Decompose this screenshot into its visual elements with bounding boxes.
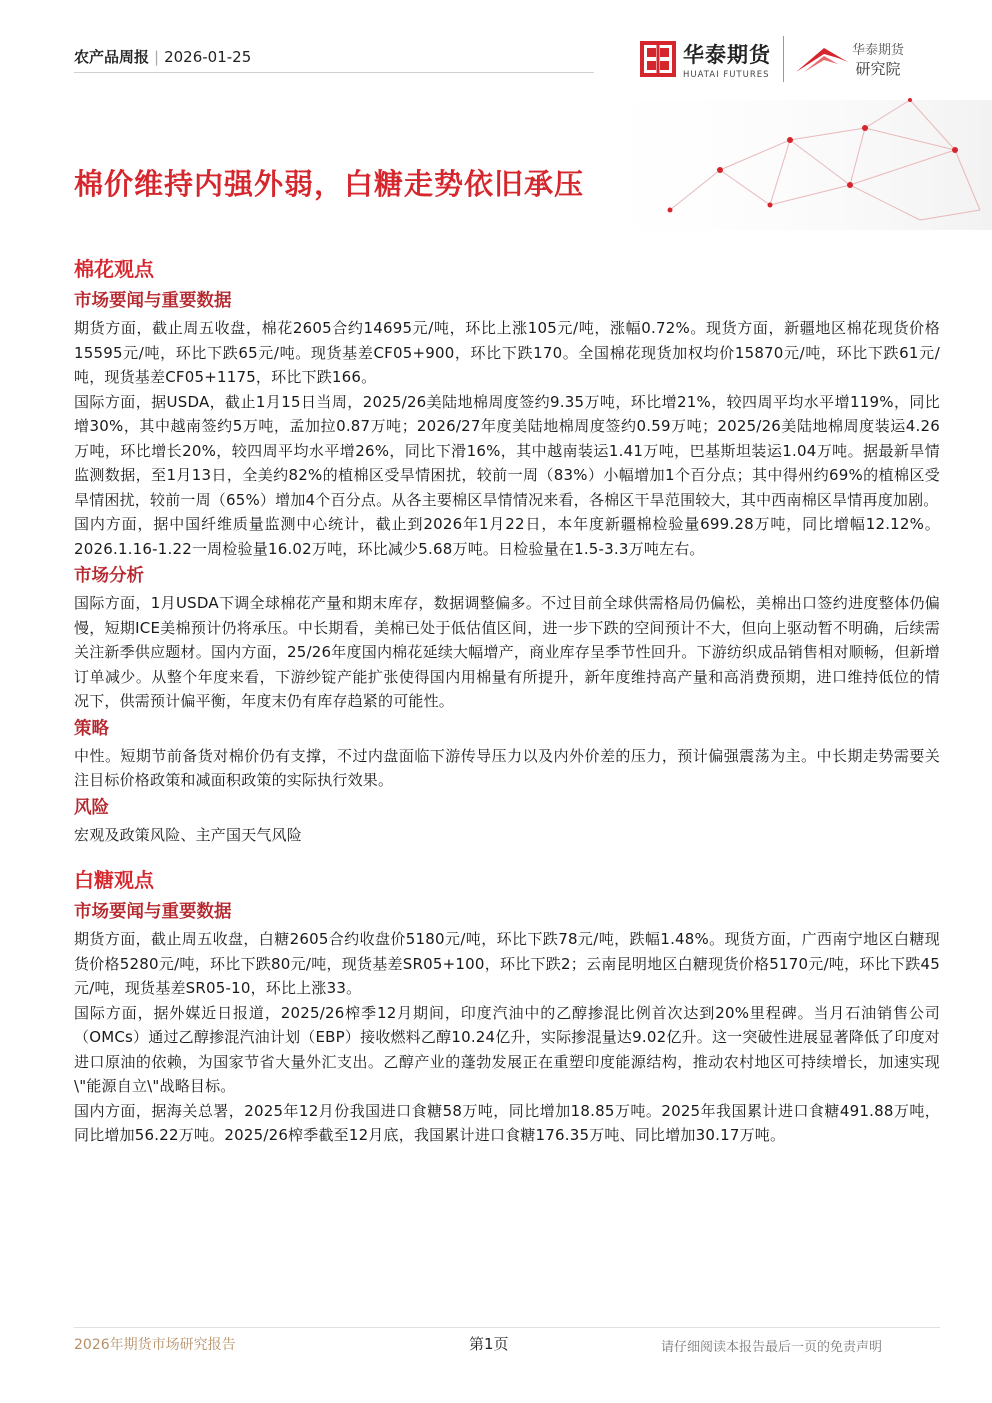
cotton-risk-text: 宏观及政策风险、主产国天气风险 (74, 825, 303, 844)
logo-name-cn: 华泰期货 (683, 42, 771, 67)
sugar-section (74, 863, 940, 1148)
header-rule (74, 72, 594, 73)
disclaimer-note: 请仔细阅读本报告最后一页的免责声明 (661, 1340, 883, 1355)
cotton-section (74, 252, 940, 847)
cotton-section-title: 棉花观点 (74, 257, 154, 281)
cotton-strategy-title: 策略 (74, 718, 109, 739)
cotton-risk-title: 风险 (74, 797, 109, 818)
header-separator: | (154, 48, 160, 66)
section-gap (74, 847, 940, 863)
page-number: 第1页 (469, 1335, 509, 1353)
cotton-news-paragraph: 国内方面，据中国纤维质量监测中心统计，截止到2026年1月22日，本年度新疆棉检验量699.28万吨，同比增幅12.12%。2026.1.16-1.22一周检验量16.02万吨，环比减少5.68万吨。日检验量在1.5-3.3万吨左右。 (74, 515, 940, 558)
cotton-news-paragraph: 国际方面，据USDA，截止1月15日当周，2025/26美陆地棉周度签约9.35万吨，环比增21%，较四周平均水平增119%，同比增30%，其中越南签约5万吨，孟加拉0.87万吨；2026/27年度美陆地棉周度签约0.59万吨；2025/26美陆地棉周度装运4.26万吨，环比增长20%，较四周平均水平增26%，同比下滑16%，其中越南装运1.41万吨，巴基斯坦装运1.04万吨。据最新旱情监测数据，至1月13日，全美约82%的植棉区受旱情困扰，较前一周（83%）小幅增加1个百分点；其中得州约69%的植棉区受旱情困扰，较前一周（65%）增加4个百分点。从各主要棉区旱情情况来看，各棉区干旱范围较大，其中西南棉区旱情再度加剧。 (74, 392, 940, 509)
report-header (74, 46, 251, 67)
sugar-news-title: 市场要闻与重要数据 (74, 902, 232, 922)
logo-divider (783, 36, 784, 82)
sugar-section-title: 白糖观点 (74, 868, 154, 892)
footer-rule (74, 1327, 940, 1328)
institute-logo (794, 39, 904, 79)
report-type: 农产品周报 (74, 48, 150, 66)
footer-report-name: 2026年期货市场研究报告 (74, 1337, 236, 1353)
cotton-analysis-text: 国际方面，1月USDA下调全球棉花产量和期末库存，数据调整偏多。不过目前全球供需格局仍偏松，美棉出口签约进度整体仍偏慢，短期ICE美棉预计仍将承压。中长期看，美棉已处于低估值区间，进一步下跌的空间预计不大，但向上驱动暂不明确，后续需关注新季供应题材。国内方面，25/26年度国内棉花延续大幅增产，商业库存呈季节性回升。下游纺织成品销售相对顺畅，但新增订单减少。从整个年度来看，下游纱锭产能扩张使得国内用棉量有所提升，新年度维持高产量和高消费预期，进口维持低位的情况下，供需预计偏平衡，年度末仍有库存趋紧的可能性。 (74, 594, 940, 710)
cotton-news-title: 市场要闻与重要数据 (74, 291, 232, 311)
cotton-analysis-title: 市场分析 (74, 566, 144, 586)
cotton-strategy-text: 中性。短期节前备货对棉价仍有支撑，不过内盘面临下游传导压力以及内外价差的压力，预计偏强震荡为主。中长期走势需要关注目标价格政策和减面积政策的实际执行效果。 (74, 746, 940, 789)
huatai-logo-icon (640, 41, 676, 77)
sugar-news-paragraph: 国内方面，据海关总署，2025年12月份我国进口食糖58万吨，同比增加18.85万吨。2025年我国累计进口食糖491.88万吨，同比增加56.22万吨。2025/26榨季截至12月底，我国累计进口食糖176.35万吨、同比增加30.17万吨。 (74, 1101, 940, 1144)
institute-swoosh-icon (794, 44, 850, 74)
report-title: 棉价维持内强外弱，白糖走势依旧承压 (74, 167, 585, 201)
sugar-news-paragraph: 国际方面，据外媒近日报道，2025/26榨季12月期间，印度汽油中的乙醇掺混比例首次达到20%里程碑。当月石油销售公司（OMCs）通过乙醇掺混汽油计划（EBP）接收燃料乙醇10.24亿升，实际掺混量达9.02亿升。这一突破性进展显著降低了印度对进口原油的依赖，为国家节省大量外汇支出。乙醇产业的蓬勃发展正在重塑印度能源结构，推动农村地区可持续增长，加速实现\"能源自立\"战略目标。 (74, 1003, 940, 1095)
network-graphic (560, 80, 992, 230)
logo-name-en: HUATAI FUTURES (683, 69, 770, 80)
company-logo (640, 36, 904, 82)
report-date: 2026-01-25 (164, 48, 252, 66)
report-body (74, 252, 940, 1148)
institute-name-bottom: 研究院 (855, 60, 901, 78)
sugar-news-paragraph: 期货方面，截止周五收盘，白糖2605合约收盘价5180元/吨，环比下跌78元/吨，跌幅1.48%。现货方面，广西南宁地区白糖现货价格5280元/吨，环比下跌80元/吨，现货基差SR05+100，环比下跌2；云南昆明地区白糖现货价格5170元/吨，环比下跌45元/吨，现货基差SR05-10，环比上涨33。 (74, 930, 940, 997)
cotton-news-paragraph: 期货方面，截止周五收盘，棉花2605合约14695元/吨，环比上涨105元/吨，涨幅0.72%。现货方面，新疆地区棉花现货价格15595元/吨，环比下跌65元/吨。现货基差CF05+900，环比下跌170。全国棉花现货加权均价15870元/吨，环比下跌61元/吨，现货基差CF05+1175，环比下跌166。 (74, 319, 940, 386)
institute-name-top: 华泰期货 (852, 43, 905, 58)
